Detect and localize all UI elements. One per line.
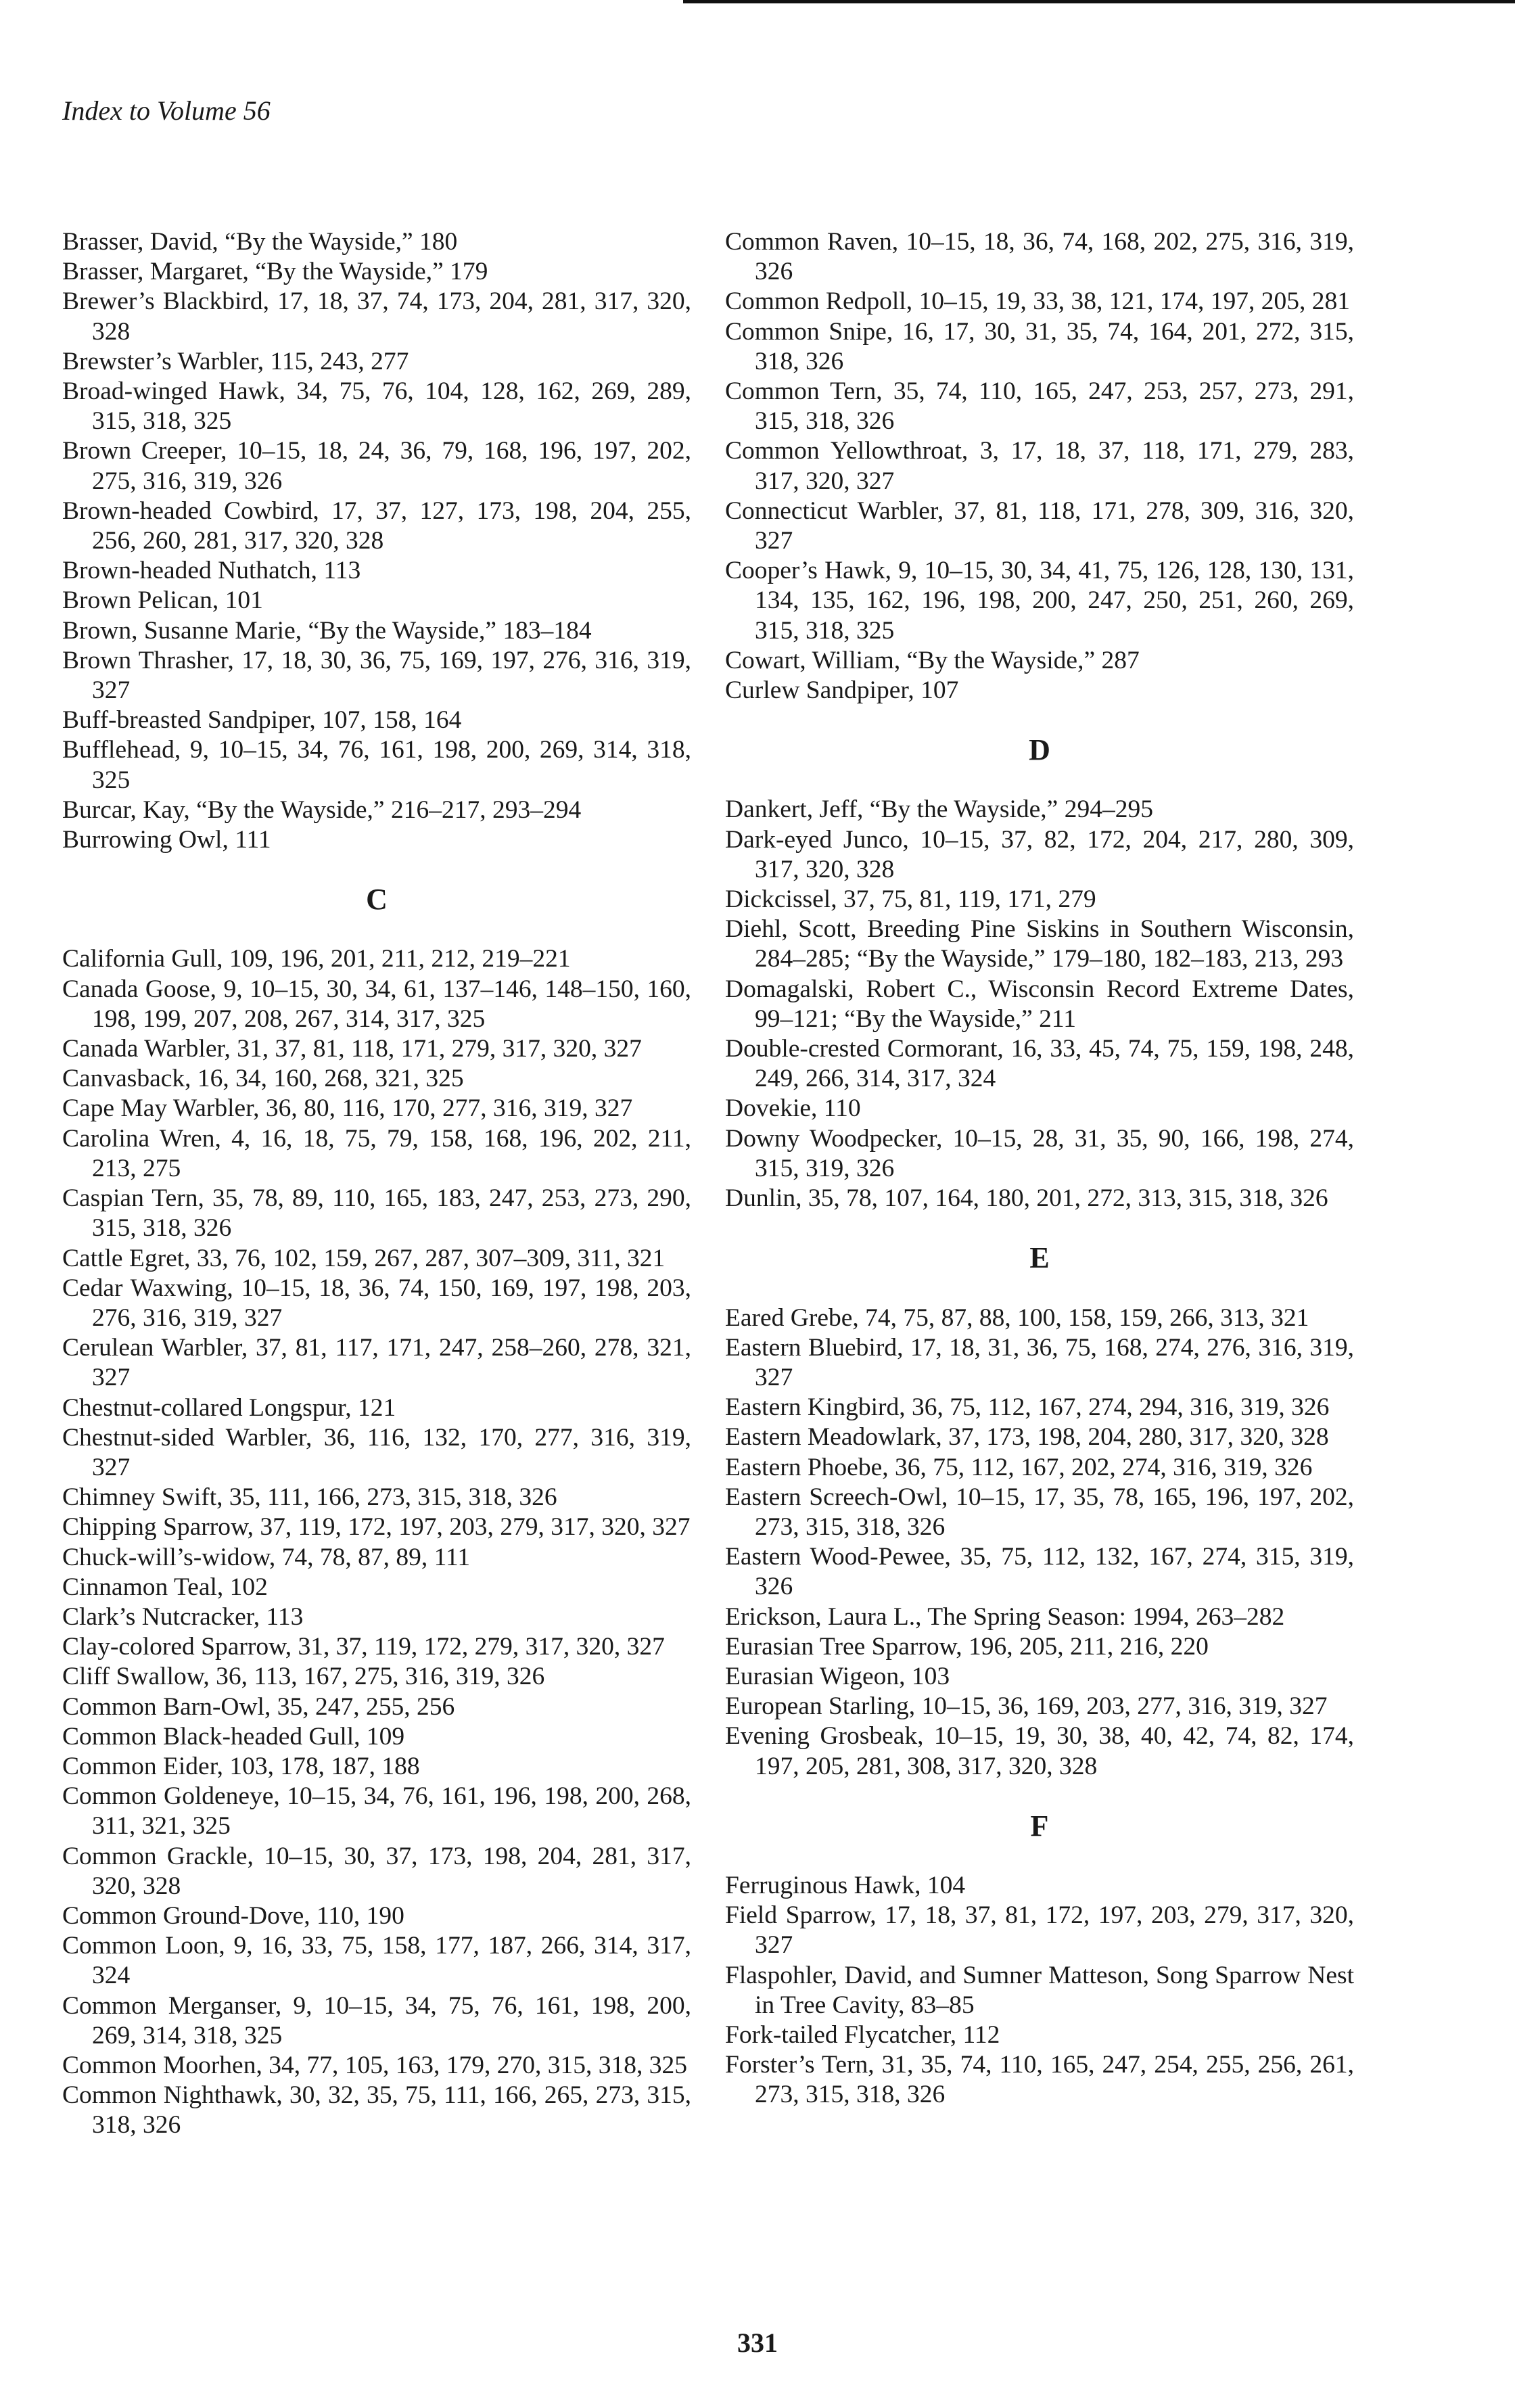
index-entry: Domagalski, Robert C., Wisconsin Record Extreme Dates, 99–121; “By the Wayside,” 211	[725, 975, 1354, 1033]
index-entry: Downy Woodpecker, 10–15, 28, 31, 35, 90, 166, 198, 274, 315, 319, 326	[725, 1124, 1354, 1182]
index-entry: Carolina Wren, 4, 16, 18, 75, 79, 158, 168, 196, 202, 211, 213, 275	[62, 1124, 691, 1182]
running-head: Index to Volume 56	[62, 95, 271, 126]
index-entry: Cattle Egret, 33, 76, 102, 159, 267, 287, 307–309, 311, 321	[62, 1244, 666, 1272]
index-entry: Brewster’s Warbler, 115, 243, 277	[62, 347, 409, 375]
index-entry: Dickcissel, 37, 75, 81, 119, 171, 279	[725, 885, 1096, 914]
index-entry: Burcar, Kay, “By the Wayside,” 216–217, 293–294	[62, 795, 582, 824]
index-entry: Common Barn-Owl, 35, 247, 255, 256	[62, 1692, 455, 1721]
index-entry: Common Goldeneye, 10–15, 34, 76, 161, 196, 198, 200, 268, 311, 321, 325	[62, 1782, 691, 1840]
left-column	[62, 227, 691, 2141]
index-entry: Connecticut Warbler, 37, 81, 118, 171, 278, 309, 316, 320, 327	[725, 496, 1354, 555]
index-entry: Diehl, Scott, Breeding Pine Siskins in Southern Wisconsin, 284–285; “By the Wayside,” 179–180, 182–183, 213, 293	[725, 915, 1354, 973]
index-entry: European Starling, 10–15, 36, 169, 203, 277, 316, 319, 327	[725, 1692, 1328, 1721]
index-entry: Evening Grosbeak, 10–15, 19, 30, 38, 40, 42, 74, 82, 174, 197, 205, 281, 308, 317, 320, 328	[725, 1722, 1354, 1780]
index-entry: Eastern Kingbird, 36, 75, 112, 167, 274, 294, 316, 319, 326	[725, 1393, 1330, 1422]
index-entry: Common Grackle, 10–15, 30, 37, 173, 198, 204, 281, 317, 320, 328	[62, 1842, 691, 1900]
index-entry: Brown-headed Nuthatch, 113	[62, 557, 361, 585]
index-entry: Eurasian Tree Sparrow, 196, 205, 211, 216, 220	[725, 1632, 1209, 1661]
index-entry: Dovekie, 110	[725, 1094, 861, 1123]
index-entry: Common Eider, 103, 178, 187, 188	[62, 1752, 420, 1780]
index-entry: Canada Warbler, 31, 37, 81, 118, 171, 279, 317, 320, 327	[62, 1035, 642, 1063]
index-entry: Cerulean Warbler, 37, 81, 117, 171, 247, 258–260, 278, 321, 327	[62, 1334, 691, 1392]
entries-d	[725, 795, 1354, 1213]
entries-e	[725, 1303, 1354, 1782]
index-entry: Brasser, Margaret, “By the Wayside,” 179	[62, 258, 488, 286]
index-entry: Canvasback, 16, 34, 160, 268, 321, 325	[62, 1065, 464, 1093]
index-entry: Dark-eyed Junco, 10–15, 37, 82, 172, 204, 217, 280, 309, 317, 320, 328	[725, 825, 1354, 883]
entries-b	[62, 227, 691, 855]
top-rule	[683, 0, 1515, 3]
entries-c	[62, 944, 691, 2140]
index-entry: Burrowing Owl, 111	[62, 826, 271, 854]
index-entry: Bufflehead, 9, 10–15, 34, 76, 161, 198, 200, 269, 314, 318, 325	[62, 736, 691, 794]
index-entry: Common Yellowthroat, 3, 17, 18, 37, 118, 171, 279, 283, 317, 320, 327	[725, 437, 1354, 495]
page-number: 331	[737, 2328, 778, 2358]
index-entry: Eared Grebe, 74, 75, 87, 88, 100, 158, 159, 266, 313, 321	[725, 1303, 1309, 1332]
index-entry: Brown Thrasher, 17, 18, 30, 36, 75, 169, 197, 276, 316, 319, 327	[62, 646, 691, 705]
index-entry: Common Tern, 35, 74, 110, 165, 247, 253, 257, 273, 291, 315, 318, 326	[725, 377, 1354, 436]
index-entry: Clark’s Nutcracker, 113	[62, 1602, 304, 1631]
index-entry: Cowart, William, “By the Wayside,” 287	[725, 646, 1140, 674]
index-entry: Chimney Swift, 35, 111, 166, 273, 315, 318, 326	[62, 1483, 557, 1512]
section-letter-e: E	[1029, 1241, 1050, 1275]
index-entry: Forster’s Tern, 31, 35, 74, 110, 165, 247, 254, 255, 256, 261, 273, 315, 318, 326	[725, 2051, 1354, 2109]
index-entry: Flaspohler, David, and Sumner Matteson, Song Sparrow Nest in Tree Cavity, 83–85	[725, 1961, 1354, 2019]
index-entry: Chipping Sparrow, 37, 119, 172, 197, 203, 279, 317, 320, 327	[62, 1513, 691, 1542]
right-column	[725, 227, 1354, 2110]
index-entry: Eastern Phoebe, 36, 75, 112, 167, 202, 274, 316, 319, 326	[725, 1453, 1313, 1481]
index-entry: Cooper’s Hawk, 9, 10–15, 30, 34, 41, 75, 126, 128, 130, 131, 134, 135, 162, 196, 198, 200, 247, 250, 251, 260, 269, 315, 318, 325	[725, 557, 1354, 645]
index-entry: Chestnut-sided Warbler, 36, 116, 132, 170, 277, 316, 319, 327	[62, 1423, 691, 1481]
index-entry: Common Raven, 10–15, 18, 36, 74, 168, 202, 275, 316, 319, 326	[725, 228, 1354, 286]
index-entry: Canada Goose, 9, 10–15, 30, 34, 61, 137–146, 148–150, 160, 198, 199, 207, 208, 267, 314, 317, 325	[62, 975, 691, 1033]
index-entry: Caspian Tern, 35, 78, 89, 110, 165, 183, 247, 253, 273, 290, 315, 318, 326	[62, 1184, 691, 1243]
index-entry: Common Snipe, 16, 17, 30, 31, 35, 74, 164, 201, 272, 315, 318, 326	[725, 317, 1354, 375]
index-entry: Brown-headed Cowbird, 17, 37, 127, 173, 198, 204, 255, 256, 260, 281, 317, 320, 328	[62, 496, 691, 555]
index-entry: Ferruginous Hawk, 104	[725, 1871, 966, 1899]
index-entry: Brown, Susanne Marie, “By the Wayside,” 183–184	[62, 616, 592, 645]
index-entry: Brasser, David, “By the Wayside,” 180	[62, 228, 458, 256]
index-entry: Common Merganser, 9, 10–15, 34, 75, 76, 161, 198, 200, 269, 314, 318, 325	[62, 1991, 691, 2050]
index-entry: Common Loon, 9, 16, 33, 75, 158, 177, 187, 266, 314, 317, 324	[62, 1932, 691, 1990]
index-entry: Chestnut-collared Longspur, 121	[62, 1393, 396, 1422]
index-entry: Cliff Swallow, 36, 113, 167, 275, 316, 319, 326	[62, 1663, 545, 1691]
index-entry: Buff-breasted Sandpiper, 107, 158, 164	[62, 706, 462, 735]
index-entry: Dankert, Jeff, “By the Wayside,” 294–295	[725, 795, 1153, 824]
index-entry: Common Ground-Dove, 110, 190	[62, 1901, 404, 1930]
index-entry: Cinnamon Teal, 102	[62, 1573, 268, 1601]
index-entry: Eurasian Wigeon, 103	[725, 1662, 950, 1690]
index-entry: Brown Pelican, 101	[62, 586, 263, 615]
index-entry: Double-crested Cormorant, 16, 33, 45, 74, 75, 159, 198, 248, 249, 266, 314, 317, 324	[725, 1035, 1354, 1093]
entries-f	[725, 1871, 1354, 2110]
index-entry: Eastern Wood-Pewee, 35, 75, 112, 132, 167, 274, 315, 319, 326	[725, 1543, 1354, 1601]
index-entry: Brewer’s Blackbird, 17, 18, 37, 74, 173, 204, 281, 317, 320, 328	[62, 287, 691, 346]
index-entry: Brown Creeper, 10–15, 18, 24, 36, 79, 168, 196, 197, 202, 275, 316, 319, 326	[62, 437, 691, 495]
index-entry: Curlew Sandpiper, 107	[725, 676, 959, 705]
index-entry: Common Black-headed Gull, 109	[62, 1722, 405, 1751]
index-entry: Dunlin, 35, 78, 107, 164, 180, 201, 272, 313, 315, 318, 326	[725, 1184, 1328, 1213]
index-entry: Field Sparrow, 17, 18, 37, 81, 172, 197, 203, 279, 317, 320, 327	[725, 1901, 1354, 1960]
index-entry: Common Nighthawk, 30, 32, 35, 75, 111, 166, 265, 273, 315, 318, 326	[62, 2081, 691, 2139]
index-entry: Eastern Meadowlark, 37, 173, 198, 204, 280, 317, 320, 328	[725, 1423, 1329, 1452]
index-entry: Fork-tailed Flycatcher, 112	[725, 2020, 1000, 2049]
index-entry: California Gull, 109, 196, 201, 211, 212, 219–221	[62, 945, 571, 973]
index-entry: Eastern Bluebird, 17, 18, 31, 36, 75, 168, 274, 276, 316, 319, 327	[725, 1333, 1354, 1391]
index-entry: Cedar Waxwing, 10–15, 18, 36, 74, 150, 169, 197, 198, 203, 276, 316, 319, 327	[62, 1274, 691, 1332]
index-entry: Clay-colored Sparrow, 31, 37, 119, 172, 279, 317, 320, 327	[62, 1633, 665, 1661]
entries-c-continued	[725, 227, 1354, 705]
section-letter-c: C	[366, 883, 388, 917]
section-letter-d: D	[1029, 733, 1050, 767]
index-entry: Common Moorhen, 34, 77, 105, 163, 179, 270, 315, 318, 325	[62, 2051, 687, 2079]
index-entry: Erickson, Laura L., The Spring Season: 1994, 263–282	[725, 1602, 1285, 1631]
index-entry: Eastern Screech-Owl, 10–15, 17, 35, 78, 165, 196, 197, 202, 273, 315, 318, 326	[725, 1483, 1354, 1541]
index-entry: Chuck-will’s-widow, 74, 78, 87, 89, 111	[62, 1543, 471, 1571]
index-entry: Broad-winged Hawk, 34, 75, 76, 104, 128, 162, 269, 289, 315, 318, 325	[62, 377, 691, 436]
section-letter-f: F	[1030, 1809, 1049, 1843]
index-entry: Cape May Warbler, 36, 80, 116, 170, 277, 316, 319, 327	[62, 1094, 633, 1123]
index-entry: Common Redpoll, 10–15, 19, 33, 38, 121, 174, 197, 205, 281	[725, 287, 1350, 316]
